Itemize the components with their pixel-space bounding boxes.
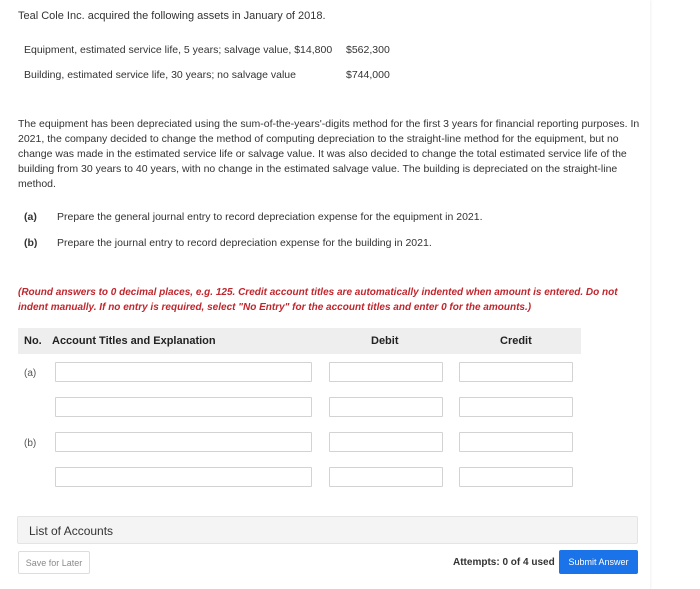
- account-title-input[interactable]: [55, 362, 312, 382]
- row-label-b: (b): [24, 438, 37, 449]
- credit-input[interactable]: [459, 362, 573, 382]
- save-for-later-button[interactable]: Save for Later: [18, 551, 90, 574]
- part-a-text: Prepare the general journal entry to record depreciation expense for the equipment in 2021.: [57, 211, 483, 223]
- account-title-input[interactable]: [55, 397, 312, 417]
- credit-input[interactable]: [459, 432, 573, 452]
- instructions-text: (Round answers to 0 decimal places, e.g. 125. Credit account titles are automatically indented when amount is entered. Do not indent manually. If no entry is required, select "No Entry" for the account titles and enter 0 for the amounts.): [18, 287, 618, 313]
- account-title-input[interactable]: [55, 467, 312, 487]
- row-label-a: (a): [24, 368, 37, 379]
- part-b-letter: (b): [24, 237, 38, 249]
- header-no: No.: [24, 335, 42, 347]
- asset-equipment-label: Equipment, estimated service life, 5 years; salvage value, $14,800: [24, 44, 333, 56]
- header-debit: Debit: [371, 335, 399, 347]
- intro-text: Teal Cole Inc. acquired the following assets in January of 2018.: [18, 10, 326, 22]
- part-b-text: Prepare the journal entry to record depreciation expense for the building in 2021.: [57, 237, 432, 249]
- debit-input[interactable]: [329, 432, 443, 452]
- asset-building-label: Building, estimated service life, 30 years; no salvage value: [24, 69, 296, 81]
- asset-building-value: $744,000: [346, 69, 390, 81]
- credit-input[interactable]: [459, 467, 573, 487]
- list-of-accounts-button[interactable]: [17, 516, 638, 544]
- debit-input[interactable]: [329, 397, 443, 417]
- account-title-input[interactable]: [55, 432, 312, 452]
- attempts-counter: Attempts: 0 of 4 used: [453, 557, 555, 568]
- problem-paragraph: The equipment has been depreciated using the sum-of-the-years'-digits method for the first 3 years for financial reporting purposes. In 2021, the company decided to change the method of computing depreciation to the straight-line method for the equipment, but no change was made in the estimated service life or salvage value. It was also decided to change the total estimated service life of the building from 30 years to 40 years, with no change in the estimated salvage value. The building is depreciated on the straight-line method.: [18, 118, 640, 190]
- part-a-letter: (a): [24, 211, 37, 223]
- journal-table-header: [18, 328, 581, 354]
- list-of-accounts-label: List of Accounts: [29, 524, 114, 538]
- asset-equipment-value: $562,300: [346, 44, 390, 56]
- debit-input[interactable]: [329, 467, 443, 487]
- header-credit: Credit: [500, 335, 532, 347]
- debit-input[interactable]: [329, 362, 443, 382]
- credit-input[interactable]: [459, 397, 573, 417]
- header-account-titles: Account Titles and Explanation: [52, 335, 216, 347]
- submit-answer-button[interactable]: Submit Answer: [559, 550, 638, 574]
